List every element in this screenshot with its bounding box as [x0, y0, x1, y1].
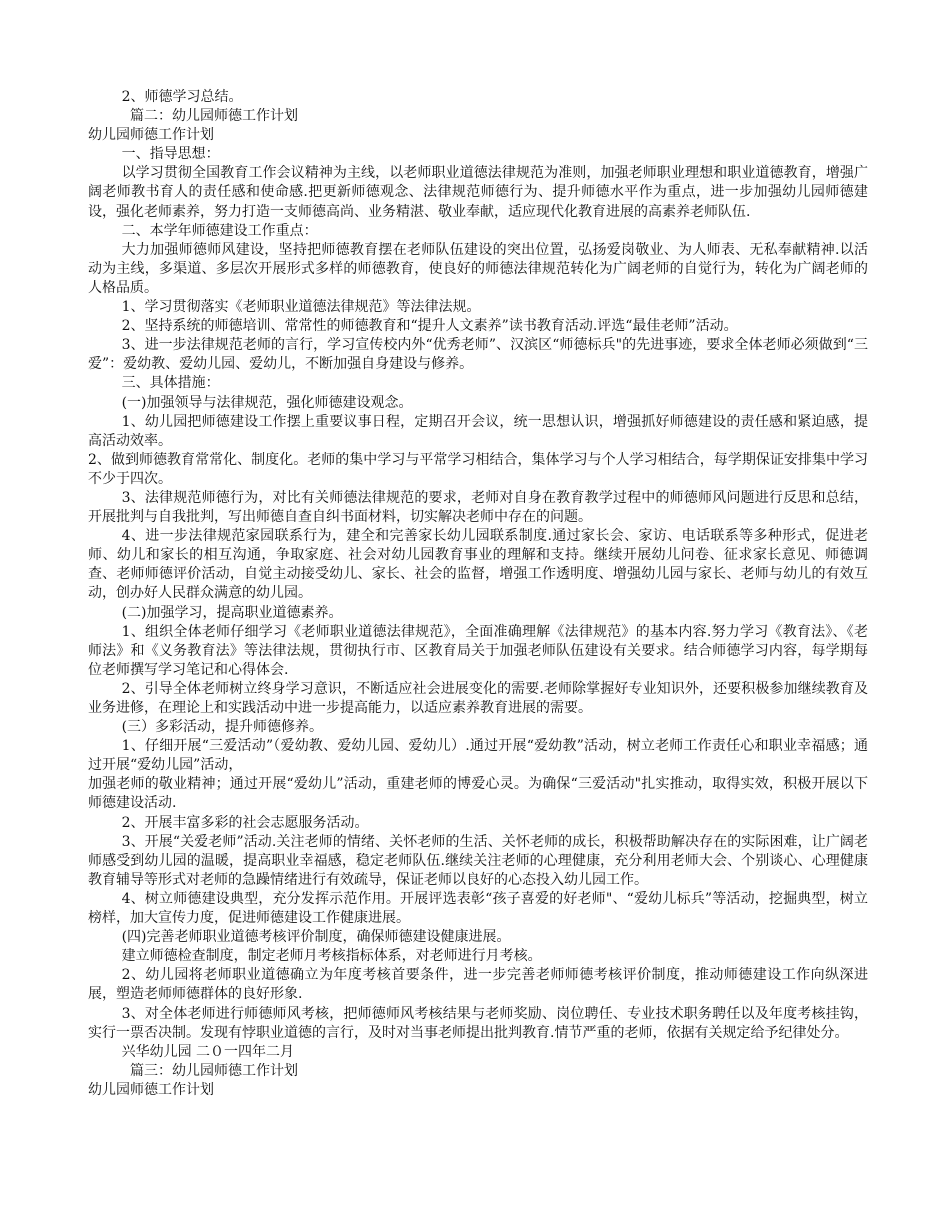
- paragraph: 4、进一步法律规范家园联系行为，建全和完善家长幼儿园联系制度.通过家长会、家访、电话联系等多种形式，促进老师、幼儿和家长的相互沟通，争取家庭、社会对幼儿园教育事业的理解和支持。继续开展幼儿问卷、征求家长意见、师德调查、老师师德评价活动，自觉主动接受幼儿、家长、社会的监督，增强工作透明度、增强幼儿园与家长、老师与幼儿的有效互动，创办好人民群众满意的幼儿园。: [88, 528, 868, 602]
- paragraph: (二)加强学习，提高职业道德素养。: [121, 604, 343, 621]
- paragraph: 1、幼儿园把师德建设工作摆上重要议事日程，定期召开会议，统一思想认识，增强抓好师德建设的责任感和紧迫感，提高活动效率。: [88, 413, 868, 449]
- paragraph: 1、仔细开展“三爱活动”（爱幼教、爱幼儿园、爱幼儿）.通过开展“爱幼教”活动，树立老师工作责任心和职业幸福感；通过开展“爱幼儿园”活动，: [88, 738, 868, 774]
- paragraph: 一、指导思想：: [121, 146, 220, 163]
- paragraph: 1、组织全体老师仔细学习《老师职业道德法律规范》，全面准确理解《法律规范》的基本内容.努力学习《教育法》、《老师法》和《义务教育法》等法律法规，贯彻执行市、区教育局关于加强老师队伍建设有关要求。结合师德学习内容，每学期每位老师撰写学习笔记和心得体会.: [88, 623, 868, 678]
- paragraph: 2、坚持系统的师德培训、常常性的师德教育和“提升人文素养”读书教育活动.评选“最佳老师”活动。: [121, 318, 738, 335]
- paragraph: 建立师德检查制度，制定老师月考核指标体系，对老师进行月考核。: [121, 948, 542, 965]
- paragraph: 2、开展丰富多彩的社会志愿服务活动。: [121, 814, 369, 831]
- paragraph: 以学习贯彻全国教育工作会议精神为主线，以老师职业道德法律规范为准则，加强老师职业理想和职业道德教育，增强广阔老师教书育人的责任感和使命感.把更新师德观念、法律规范师德行为、提升师德水平作为重点，进一步加强幼儿园师德建设，强化老师素养，努力打造一支师德高尚、业务精湛、敬业奉献，适应现代化教育进展的高素养老师队伍.: [88, 165, 868, 220]
- paragraph: 二、本学年师德建设工作重点：: [121, 222, 318, 239]
- paragraph: 3、开展“关爱老师”活动.关注老师的情绪、关怀老师的生活、关怀老师的成长，积极帮助解决存在的实际困难，让广阔老师感受到幼儿园的温暖，提高职业幸福感，稳定老师队伍.继续关注老师的心理健康，充分利用老师大会、个别谈心、心理健康教育辅导等形式对老师的急躁情绪进行有效疏导，保证老师以良好的心态投入幼儿园工作。: [88, 833, 868, 888]
- paragraph: 三、具体措施：: [121, 375, 220, 392]
- paragraph: (四)完善老师职业道德考核评价制度，确保师德建设健康进展。: [121, 929, 511, 946]
- paragraph: 幼儿园师德工作计划: [88, 127, 214, 144]
- paragraph: 2、幼儿园将老师职业道德确立为年度考核首要条件，进一步完善老师师德考核评价制度，推动师德建设工作向纵深进展，塑造老师师德群体的良好形象.: [88, 967, 868, 1003]
- paragraph: 篇三：幼儿园师德工作计划: [130, 1062, 298, 1079]
- paragraph: (三）多彩活动，提升师德修养。: [121, 719, 324, 736]
- paragraph: 2、师德学习总结。: [121, 89, 243, 105]
- paragraph: 大力加强师德师风建设，坚持把师德教育摆在老师队伍建设的突出位置，弘扬爱岗敬业、为人师表、无私奉献精神.以活动为主线，多渠道、多层次开展形式多样的师德教育，使良好的师德法律规范转化为广阔老师的自觉行为，转化为广阔老师的人格品质。: [88, 241, 868, 296]
- paragraph: 4、树立师德建设典型，充分发挥示范作用。开展评选表彰“孩子喜爱的好老师"、“爱幼儿标兵”等活动，挖掘典型，树立榜样，加大宣传力度，促进师德建设工作健康进展。: [88, 890, 868, 927]
- paragraph: 2、引导全体老师树立终身学习意识，不断适应社会进展变化的需要.老师除掌握好专业知识外，还要积极参加继续教育及业务进修，在理论上和实践活动中进一步提高能力，以适应素养教育进展的需要。: [88, 680, 868, 716]
- paragraph: 篇二：幼儿园师德工作计划: [130, 108, 298, 125]
- paragraph: 加强老师的敬业精神；通过开展“爱幼儿”活动，重建老师的博爱心灵。为确保“三爱活动"扎实推动，取得实效，积极开展以下师德建设活动.: [88, 776, 868, 812]
- paragraph: (一)加强领导与法律规范，强化师德建设观念。: [121, 394, 413, 411]
- paragraph: 兴华幼儿园 二０一四年二月: [121, 1043, 295, 1060]
- paragraph: 3、进一步法律规范老师的言行，学习宣传校内外“优秀老师”、汉滨区“师德标兵"的先进事迹，要求全体老师必须做到“三爱”：爱幼教、爱幼儿园、爱幼儿，不断加强自身建设与修养。: [88, 337, 868, 373]
- paragraph: 幼儿园师德工作计划: [88, 1081, 214, 1098]
- paragraph: 3、对全体老师进行师德师风考核，把师德师风考核结果与老师奖励、岗位聘任、专业技术职务聘任以及年度考核挂钩，实行一票否决制。发现有悖职业道德的言行，及时对当事老师提出批判教育.情节严重的老师，依据有关规定给予纪律处分。: [88, 1005, 868, 1041]
- paragraph: 3、法律规范师德行为，对比有关师德法律规范的要求，老师对自身在教育教学过程中的师德师风问题进行反思和总结，开展批判与自我批判，写出师德自查自纠书面材料，切实解决老师中存在的问题。: [88, 489, 868, 526]
- document-body: [88, 88, 868, 1100]
- paragraph: 1、学习贯彻落实《老师职业道德法律规范》等法律法规。: [121, 299, 481, 316]
- paragraph: 2、做到师德教育常常化、制度化。老师的集中学习与平常学习相结合，集体学习与个人学习相结合，每学期保证安排集中学习不少于四次。: [88, 451, 868, 487]
